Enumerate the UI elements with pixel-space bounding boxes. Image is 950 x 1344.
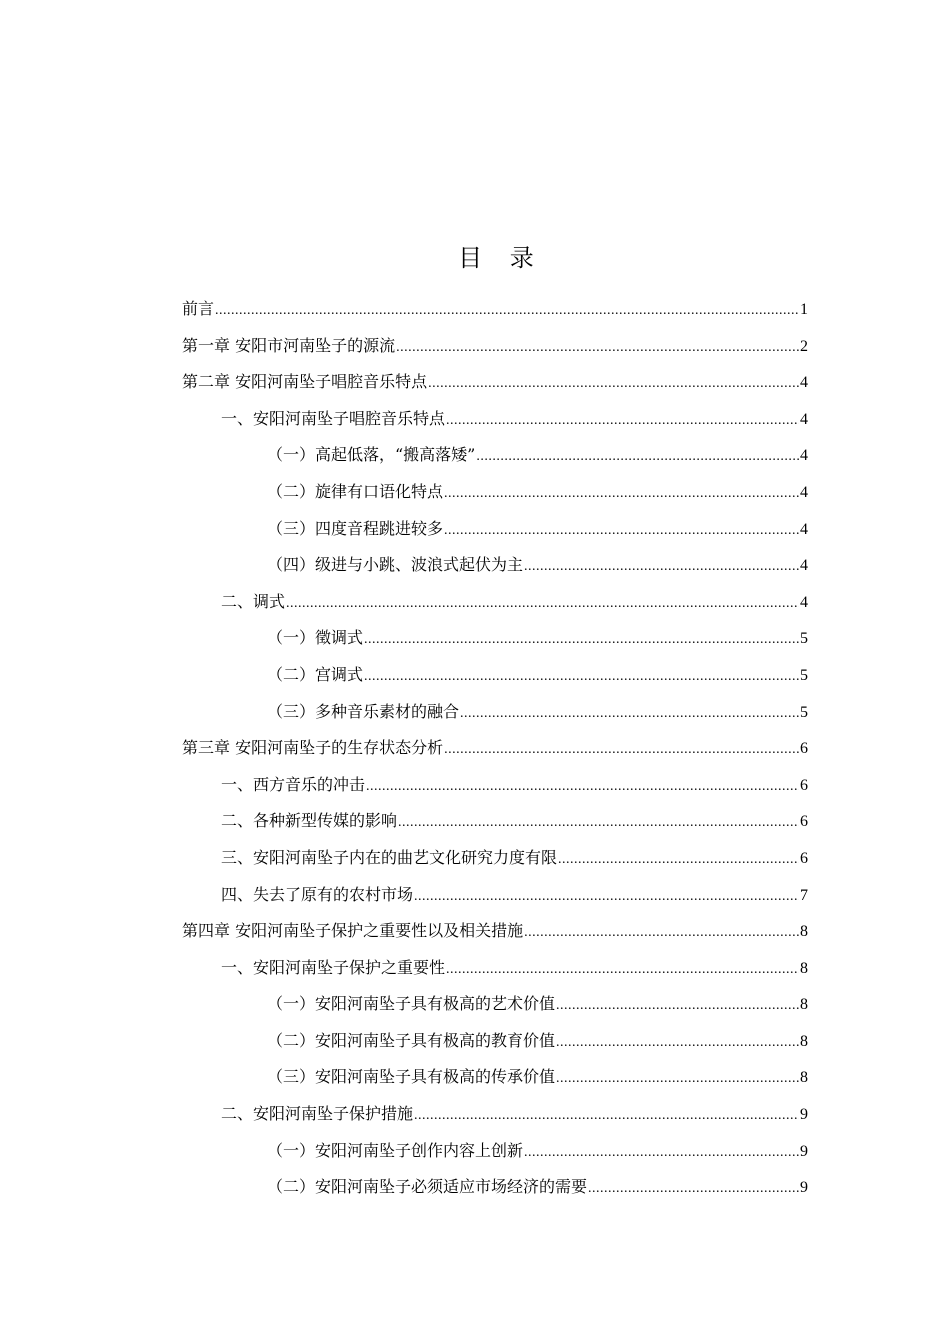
toc-entry-text: 三、安阳河南坠子内在的曲艺文化研究力度有限	[221, 847, 558, 867]
toc-dot-leader	[215, 293, 799, 330]
toc-dot-leader	[428, 366, 799, 403]
toc-entry-text: （三）四度音程跳进较多	[267, 518, 444, 538]
toc-entry-text: 二、调式	[221, 591, 286, 611]
toc-dot-leader	[364, 622, 799, 659]
toc-entry[interactable]	[182, 694, 808, 731]
toc-entry[interactable]	[182, 291, 808, 328]
toc-entry-text: （二）安阳河南坠子必须适应市场经济的需要	[267, 1177, 588, 1197]
toc-entry[interactable]	[182, 1059, 808, 1096]
toc-entry[interactable]	[182, 877, 808, 914]
toc-entry[interactable]	[182, 364, 808, 401]
toc-page-number: 4	[800, 557, 808, 575]
toc-page-number: 1	[800, 301, 808, 318]
toc-page-number: 8	[800, 996, 808, 1014]
toc-entry[interactable]	[182, 1023, 808, 1060]
toc-entry[interactable]	[182, 657, 808, 694]
toc-page-number: 9	[800, 1179, 808, 1197]
toc-page-number: 5	[800, 666, 808, 684]
toc-entry[interactable]	[182, 1169, 808, 1206]
table-of-contents	[182, 291, 808, 1206]
toc-entry-text: （三）多种音乐素材的融合	[267, 701, 460, 721]
toc-page-number: 7	[800, 886, 808, 904]
toc-entry-text: （一）高起低落，“搬高落矮”	[267, 445, 476, 465]
toc-dot-leader	[414, 879, 799, 916]
toc-page-number: 2	[800, 337, 808, 355]
toc-page-number: 4	[800, 447, 808, 465]
toc-dot-leader	[476, 439, 799, 476]
toc-page-number: 6	[800, 849, 808, 867]
toc-entry-text: （一）安阳河南坠子具有极高的艺术价值	[267, 994, 556, 1014]
toc-entry-text: 第二章 安阳河南坠子唱腔音乐特点	[182, 372, 428, 392]
toc-page-number: 4	[800, 483, 808, 501]
toc-dot-leader	[556, 1061, 799, 1098]
toc-dot-leader	[398, 805, 799, 842]
toc-page-number: 4	[800, 520, 808, 538]
toc-entry-text: （二）旋律有口语化特点	[267, 481, 444, 501]
toc-dot-leader	[446, 952, 799, 989]
toc-entry-text: （三）安阳河南坠子具有极高的传承价值	[267, 1067, 556, 1087]
toc-entry-text: 第一章 安阳市河南坠子的源流	[182, 335, 396, 355]
toc-page-number: 6	[800, 776, 808, 794]
toc-dot-leader	[588, 1171, 799, 1208]
toc-page-number: 6	[800, 813, 808, 831]
toc-entry-text: 第三章 安阳河南坠子的生存状态分析	[182, 738, 444, 758]
toc-entry[interactable]	[182, 803, 808, 840]
toc-page-number: 5	[800, 630, 808, 648]
toc-dot-leader	[556, 1025, 799, 1062]
toc-entry[interactable]	[182, 986, 808, 1023]
toc-entry[interactable]	[182, 511, 808, 548]
toc-entry[interactable]	[182, 950, 808, 987]
toc-title: 目 录	[458, 244, 544, 272]
toc-dot-leader	[446, 403, 799, 440]
toc-entry[interactable]	[182, 584, 808, 621]
toc-page-number: 9	[800, 1106, 808, 1124]
toc-page-number: 9	[800, 1142, 808, 1160]
toc-dot-leader	[366, 769, 799, 806]
toc-entry[interactable]	[182, 401, 808, 438]
toc-entry[interactable]	[182, 730, 808, 767]
toc-dot-leader	[286, 586, 799, 623]
toc-page-number: 5	[800, 703, 808, 721]
toc-entry-text: 一、安阳河南坠子保护之重要性	[221, 957, 446, 977]
toc-entry-text: 二、各种新型传媒的影响	[221, 811, 398, 831]
toc-entry-text: 四、失去了原有的农村市场	[221, 884, 414, 904]
toc-entry-text: （二）安阳河南坠子具有极高的教育价值	[267, 1030, 556, 1050]
toc-entry-text: （一）徵调式	[267, 628, 364, 648]
toc-dot-leader	[460, 696, 799, 733]
toc-entry[interactable]	[182, 840, 808, 877]
toc-entry[interactable]	[182, 437, 808, 474]
toc-entry-text: 一、安阳河南坠子唱腔音乐特点	[221, 408, 446, 428]
toc-entry-text: 第四章 安阳河南坠子保护之重要性以及相关措施	[182, 921, 524, 941]
toc-dot-leader	[444, 513, 799, 550]
toc-entry-text: （四）级进与小跳、波浪式起伏为主	[267, 555, 524, 575]
toc-page-number: 6	[800, 740, 808, 758]
toc-dot-leader	[524, 1135, 799, 1172]
toc-dot-leader	[558, 842, 799, 879]
toc-dot-leader	[444, 732, 799, 769]
toc-entry[interactable]	[182, 474, 808, 511]
toc-dot-leader	[556, 988, 799, 1025]
toc-entry-text: 前言	[182, 299, 215, 318]
toc-page-number: 4	[800, 374, 808, 392]
toc-entry[interactable]	[182, 328, 808, 365]
toc-page-number: 4	[800, 410, 808, 428]
toc-dot-leader	[524, 915, 799, 952]
toc-page-number: 8	[800, 1069, 808, 1087]
toc-entry[interactable]	[182, 547, 808, 584]
toc-page-number: 8	[800, 923, 808, 941]
toc-dot-leader	[524, 549, 799, 586]
toc-page-number: 4	[800, 593, 808, 611]
toc-page-number: 8	[800, 959, 808, 977]
toc-dot-leader	[414, 1098, 799, 1135]
toc-dot-leader	[396, 330, 799, 367]
toc-entry[interactable]	[182, 620, 808, 657]
toc-entry-text: （二）宫调式	[267, 664, 364, 684]
toc-entry[interactable]	[182, 913, 808, 950]
toc-entry-text: 一、西方音乐的冲击	[221, 774, 366, 794]
toc-dot-leader	[444, 476, 799, 513]
toc-dot-leader	[364, 659, 799, 696]
toc-entry-text: （一）安阳河南坠子创作内容上创新	[267, 1140, 524, 1160]
toc-entry-text: 二、安阳河南坠子保护措施	[221, 1104, 414, 1124]
toc-entry[interactable]	[182, 767, 808, 804]
toc-page-number: 8	[800, 1032, 808, 1050]
toc-entry[interactable]	[182, 1096, 808, 1133]
toc-entry[interactable]	[182, 1133, 808, 1170]
